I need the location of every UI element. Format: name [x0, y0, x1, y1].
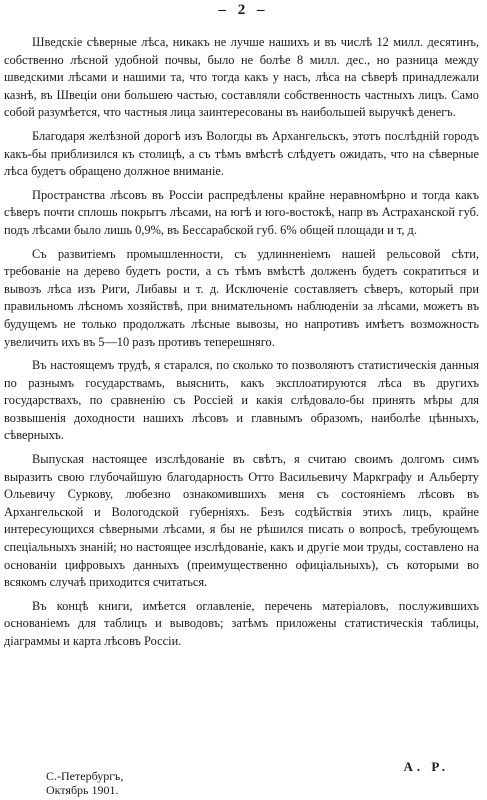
paragraph: Шведскіе сѣверные лѣса, никакъ не лучше нашихъ и въ числѣ 12 милл. десятинъ, собственно лѣсной удобной почвы, было не болѣе 8 милл. дес., но разница между шведскими лѣсами и нашими та, что тогда какъ у насъ, лѣса на сѣверѣ принадлежали казнѣ, въ Швеціи они большею частью, составляли собственность частныхъ лицъ. Само собой разумѣется, что частныя лица заинтересованы въ наибольшей выручкѣ денегъ.	[4, 35, 479, 120]
paragraph: Выпуская настоящее изслѣдованіе въ свѣтъ, я считаю своимъ долгомъ симъ выразить свою глубочайшую благодарность Отто Васильевичу Маркграфу и Альберту Ольевичу Суркову, любезно ознакомившихъ меня съ состояніемъ лѣсовъ въ Архангельской и Вологодской губерніяхъ. Безъ содѣйствія этихъ лицъ, крайне интересующихся сѣверными лѣсами, я бы не рѣшился писать о вопросѣ, требующемъ спеціальныхъ знаній; но настоящее изслѣдованіе, какъ и другіе мои труды, составлено на основаніи цифровыхъ данныхъ (преимущественно офиціальныхъ), съ которыми во всякомъ случаѣ приходится считаться.	[4, 452, 479, 590]
paragraph: Въ настоящемъ трудѣ, я старался, по сколько то позволяютъ статистическія данныя по разнымъ государствамъ, выяснить, какъ эксплоатируются лѣса въ другихъ государствахъ, по сравненію съ Россіей и какія слѣдовало-бы принять мѣры для возвышенія доходности нашихъ лѣсовъ и главнымъ образомъ, наиболѣе цѣнныхъ, сѣверныхъ.	[4, 358, 479, 443]
paragraph: Съ развитіемъ промышленности, съ удлинненіемъ нашей рельсовой сѣти, требованіе на дерево будетъ рости, а съ тѣмъ вмѣстѣ долженъ будетъ сократиться и вывозъ лѣса изъ Риги, Либавы и т. д. Исключеніе составляетъ сѣверъ, который при правильномъ лѣсномъ хозяйствѣ, при внимательномъ наблюденіи за лѣсами, можетъ въ будущемъ не только продолжать лѣсные вывозы, но напротивъ имѣетъ возможность увеличить ихъ въ 5—10 разъ противъ теперешняго.	[4, 246, 479, 349]
paragraph: Благодаря желѣзной дорогѣ изъ Вологды въ Архангельскъ, этотъ послѣдній городъ какъ-бы приблизился къ столицѣ, а съ тѣмъ вмѣстѣ слѣдуетъ ожидать, что на сѣверные лѣса будетъ обращено должное вниманіе.	[4, 128, 479, 179]
paragraph: Въ концѣ книги, имѣется оглавленіе, перечень матеріаловъ, послужившихъ основаніемъ для таблицъ и выводовъ; затѣмъ приложены статистическія таблицы, діаграммы и карта лѣсовъ Россіи.	[4, 598, 479, 648]
date-line: Октябрь 1901.	[46, 783, 119, 797]
page-body	[4, 34, 479, 657]
author-initials: А. Р.	[403, 759, 449, 774]
paragraph: Пространства лѣсовъ въ Россіи распредѣлены крайне неравномѣрно и тогда какъ сѣверъ почти сплошь покрытъ лѣсами, на югѣ и юго-востокѣ, напр въ Астраханской губ. подъ лѣсами было лишь 0,9%, въ Бессарабской губ. 6% общей площади и т, д.	[4, 187, 479, 237]
place-line: С.-Петербургъ,	[46, 769, 124, 783]
closing-block	[0, 759, 487, 799]
place-date	[46, 769, 123, 797]
page-number: – 2 –	[218, 2, 269, 18]
